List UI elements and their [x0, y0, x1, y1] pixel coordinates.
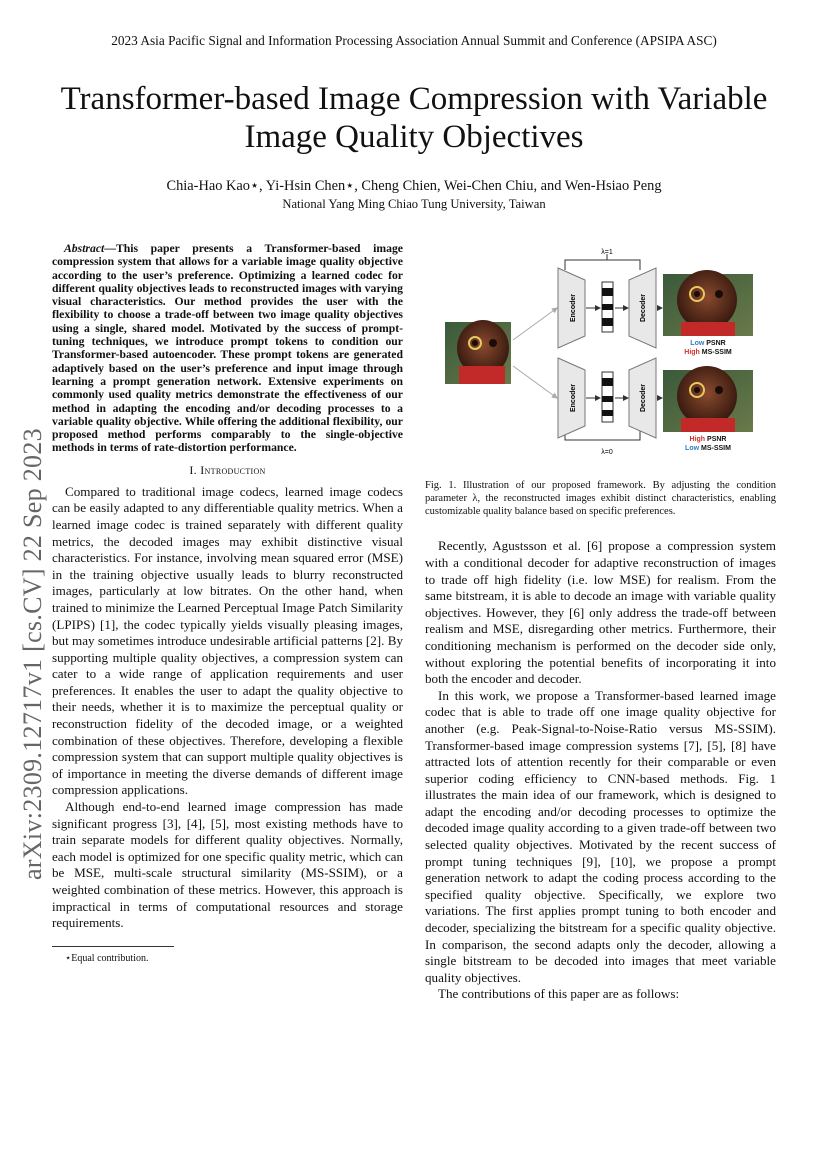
- right-paragraph-2: In this work, we propose a Transformer-based learned image codec that is able to trade off one image quality objective for another (e.g. Peak-Signal-to-Noise-Ratio versus MS-SSIM). Transformer-based image compression systems [7], [5], [8] have attracted lots of attention recently for their comparable or even superior coding efficiency to CNN-based methods. Fig. 1 illustrates the main idea of our framework, which is designed to adapt the encoding and/or decoding processes to optimize the decoded image quality according to a given trade-off between two selected quality objectives. Motivated by the recent success of prompt tuning techniques [9], [10], we propose a prompt generation network to adapt the coding process according to the specified quality objective. Specifically, we explore two variations. The first applies prompt tuning to both encoder and decoder, specializing the bitstream for a specific quality objective. In comparison, the second adapts only the decoder, allowing a single bitstream to be decoded into images that meet variable quality objectives.: [425, 687, 776, 985]
- svg-text:Decoder: Decoder: [640, 383, 647, 413]
- bitstream-bottom: [602, 372, 613, 422]
- title-line-2: Image Quality Objectives: [244, 119, 584, 155]
- section-heading-introduction: I. Introduction: [189, 462, 266, 477]
- intro-paragraph-1: Compared to traditional image codecs, learned image codecs can be easily adapted to any differentiable quality metrics. When a learned image codec is trained separately with different quality metrics, the decoded images may exhibit distinctive visual characteristics. For instance, involving mean squared error (MSE) in the training objective usually leads to blurry reconstructed images, particularly at low bitrates. On the other hand, when trained to minimize the Learned Perceptual Image Patch Similarity (LPIPS) [1], the codec typically yields visually pleasing images, but may sometimes introduce undesirable artificial patterns [2]. By supporting multiple quality objectives, a compression system can cater to a wide range of application requirements and user preferences. It enables the user to adapt the quality objective to their needs, whether it is to maximize the perceptual quality or reconstruction fidelity of the decoded image, or a weighted combination of these objectives. Therefore, developing a flexible compression system that can support multiple quality objectives is of importance in meeting the diverse demands of different image compression applications.: [52, 483, 403, 798]
- left-column: [52, 242, 403, 964]
- intro-paragraph-2: Although end-to-end learned image compression has made significant progress [3], [4], [5], most existing methods have to train separate models for different quality objectives. Normally, each model is optimized for one specific quality metric, which can be MSE, multi-scale structural similarity (MS-SSIM), or a weighted combination of these metrics. However, this approach is impractical in terms of computational resources and storage requirements.: [52, 799, 403, 931]
- output-image-top: [663, 270, 753, 336]
- lambda-top-label: λ=1: [601, 249, 613, 256]
- decoder-bottom: [629, 358, 656, 438]
- encoder-bottom: [558, 358, 585, 438]
- abstract-label: Abstract: [64, 242, 105, 255]
- output-top-line2: High MS-SSIM: [684, 349, 732, 356]
- output-image-bottom: [663, 366, 753, 432]
- conference-header: 2023 Asia Pacific Signal and Information Processing Association Annual Summit and Conference (APSIPA ASC): [111, 33, 717, 48]
- svg-text:Encoder: Encoder: [570, 293, 577, 323]
- svg-text:Encoder: Encoder: [570, 383, 577, 413]
- output-top-line1: Low PSNR: [690, 340, 726, 347]
- author-list: Chia-Hao Kao⋆, Yi-Hsin Chen⋆, Cheng Chien, Wei-Chen Chiu, and Wen-Hsiao Peng: [166, 178, 662, 194]
- abstract: [52, 242, 403, 455]
- output-bottom-line1: High PSNR: [689, 436, 727, 443]
- svg-text:Decoder: Decoder: [640, 293, 647, 323]
- affiliation: National Yang Ming Chiao Tung University, Taiwan: [282, 197, 546, 211]
- paper-title: [30, 80, 798, 156]
- right-column: [425, 240, 776, 1003]
- figure-1-caption: Fig. 1. Illustration of our proposed framework. By adjusting the condition parameter λ, the reconstructed images exhibit distinct characteristics, enabling customizable quality balance based on specific preferences.: [425, 480, 776, 517]
- output-bottom-line2: Low MS-SSIM: [685, 445, 731, 452]
- arxiv-stamp: arXiv:2309.12717v1 [cs.CV] 22 Sep 2023: [18, 428, 47, 880]
- input-image: [445, 320, 511, 384]
- encoder-top: [558, 268, 585, 348]
- lambda-bottom-label: λ=0: [601, 449, 613, 456]
- right-paragraph-1: Recently, Agustsson et al. [6] propose a compression system with a conditional decoder for adaptive reconstruction of images to trade off high fidelity (i.e. low MSE) for realism. From the same bitstream, it is able to decode an image with variable quality objectives. However, they [6] only address the trade-off between realism and MSE, disregarding other metrics. Furthermore, their conditioning mechanism is performed on the decoder side only, without exploring the potential benefits of incorporating it into both the encoder and decoder.: [425, 538, 776, 687]
- footnote-rule: [52, 946, 174, 947]
- figure-1: [425, 240, 776, 472]
- footnote: ⋆Equal contribution.: [65, 952, 149, 964]
- framework-diagram: [425, 240, 776, 472]
- decoder-top: [629, 268, 656, 348]
- title-line-1: Transformer-based Image Compression with Variable: [60, 81, 768, 117]
- right-paragraph-3: The contributions of this paper are as follows:: [438, 986, 680, 1002]
- abstract-text: —This paper presents a Transformer-based image compression system that allows for a variable image quality objective according to the user’s preference. Optimizing a learned codec for different quality objectives leads to reconstructed images with varying visual characteristics. Our method provides the user with the flexibility to choose a trade-off between two image quality objectives using a single, shared model. Motivated by the success of prompt-tuning techniques, we introduce prompt tokens to condition our Transformer-based autoencoder. These prompt tokens are generated adaptively based on the user’s preference and input image through learning a prompt generation network. Extensive experiments on commonly used quality metrics demonstrate the effectiveness of our method in adapting the encoding and/or decoding processes to a variable quality objective. While offering the additional flexibility, our proposed method performs comparably to the single-objective methods in terms of rate-distortion performance.: [52, 242, 403, 455]
- bitstream-top: [602, 282, 613, 332]
